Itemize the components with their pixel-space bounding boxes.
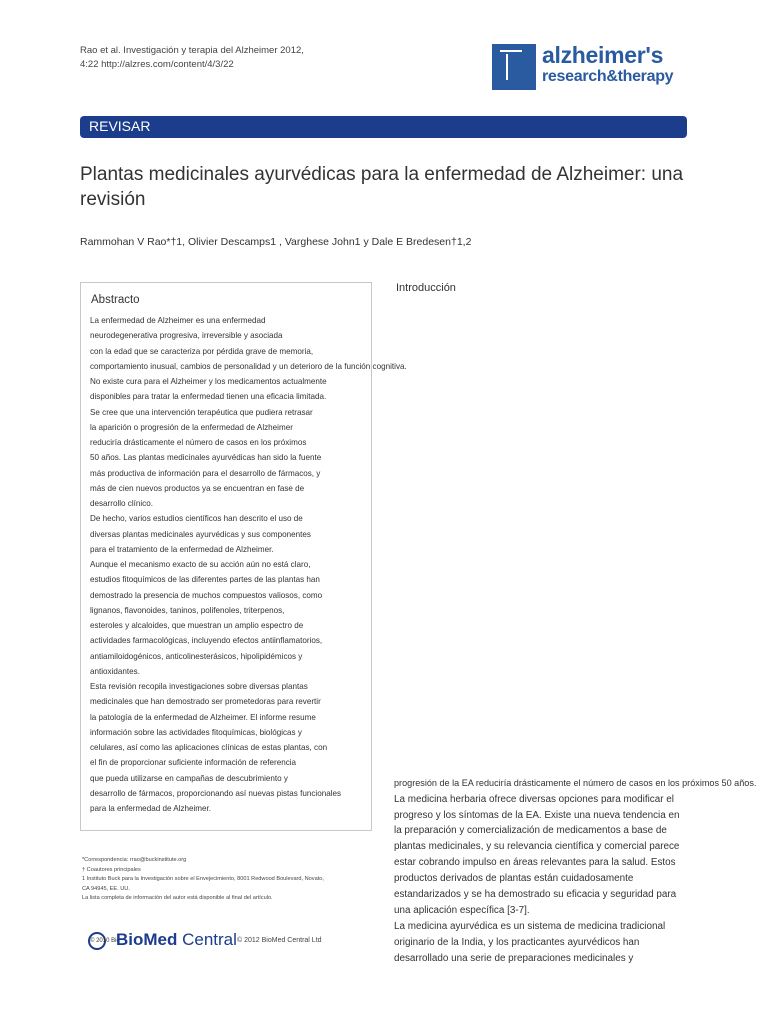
introduction-line — [394, 504, 756, 520]
abstract-line: celulares, así como las aplicaciones clínicas de estas plantas, con — [90, 743, 328, 752]
introduction-line — [394, 728, 756, 744]
biomed-central-logo — [88, 930, 237, 954]
biomed-regular: Central — [177, 930, 237, 949]
introduction-line — [394, 361, 756, 377]
abstract-line: estudios fitoquímicos de las diferentes partes de las plantas han — [90, 575, 320, 585]
abstract-heading: Abstracto — [91, 294, 140, 306]
introduction-line: desarrollado una serie de preparaciones medicinales y — [394, 953, 634, 965]
citation-line: Rao et al. Investigación y terapia del Alzheimer 2012, — [80, 45, 304, 56]
introduction-line: La medicina ayurvédica es un sistema de medicina tradicional — [394, 921, 666, 933]
introduction-line — [394, 680, 756, 696]
introduction-line — [394, 520, 756, 536]
abstract-line: información sobre las actividades fitoquímicas, biológicas y — [90, 727, 302, 737]
introduction-line — [394, 425, 756, 441]
introduction-line — [394, 441, 756, 457]
abstract-line: con la edad que se caracteriza por pérdida grave de memoria, — [90, 346, 314, 356]
introduction-line — [394, 632, 756, 648]
abstract-line: Esta revisión recopila investigaciones sobre diversas plantas — [90, 682, 308, 691]
introduction-line — [394, 616, 756, 632]
introduction-line: originario de la India, y los practicantes ayurvédicos han — [394, 937, 640, 949]
introduction-line — [394, 744, 756, 760]
introduction-line — [394, 568, 756, 584]
journal-logo-icon — [492, 44, 536, 90]
introduction-line — [394, 393, 756, 409]
footnote-line: La lista completa de información del autor está disponible al final del artículo. — [82, 895, 273, 901]
introduction-line: la preparación y comercialización de medicamentos a base de — [394, 825, 667, 837]
abstract-line: No existe cura para el Alzheimer y los medicamentos actualmente — [90, 377, 327, 386]
introduction-line — [394, 313, 756, 329]
abstract-line: neurodegenerativa progresiva, irreversible y asociada — [90, 331, 283, 341]
introduction-line — [394, 457, 756, 473]
abstract-line: 50 años. Las plantas medicinales ayurvédicas han sido la fuente — [90, 453, 322, 463]
introduction-line — [394, 329, 756, 345]
introduction-line — [394, 648, 756, 664]
introduction-text — [394, 297, 756, 967]
abstract-line: diversas plantas medicinales ayurvédicas y sus componentes — [90, 529, 311, 539]
introduction-line — [394, 297, 756, 313]
introduction-line — [394, 600, 756, 616]
abstract-line: De hecho, varios estudios científicos han descrito el uso de — [90, 514, 303, 524]
introduction-line — [394, 536, 756, 552]
abstract-line: para la enfermedad de Alzheimer. — [90, 804, 212, 813]
biomed-bold: BioMed — [116, 930, 178, 949]
abstract-line: que pueda utilizarse en campañas de descubrimiento y — [90, 773, 288, 783]
abstract-line: comportamiento inusual, cambios de personalidad y un deterioro de la función cognitiva. — [90, 361, 407, 371]
abstract-line: desarrollo de fármacos, proporcionando así nuevas pistas funcionales — [90, 788, 342, 798]
abstract-line: reduciría drásticamente el número de casos en los próximos — [90, 438, 307, 447]
introduction-line — [394, 584, 756, 600]
abstract-line: esteroles y alcaloides, que muestran un amplio espectro de — [90, 621, 304, 630]
introduction-line — [394, 760, 756, 776]
abstract-line: actividades farmacológicas, incluyendo efectos antiinflamatorios, — [90, 636, 323, 646]
article-title: Plantas medicinales ayurvédicas para la enfermedad de Alzheimer: una revisión — [80, 164, 684, 210]
introduction-line — [394, 472, 756, 488]
introduction-line: La medicina herbaria ofrece diversas opciones para modificar el — [394, 793, 674, 805]
abstract-line: Aunque el mecanismo exacto de su acción aún no está claro, — [90, 560, 311, 569]
introduction-line — [394, 696, 756, 712]
footnote-line: 1 Instituto Buck para la Investigación sobre el Envejecimiento, 8001 Redwood Boulevard, Novato, — [82, 876, 324, 882]
journal-logo-subtitle: research&therapy — [542, 68, 674, 85]
article-type-label: REVISAR — [89, 118, 151, 134]
introduction-line — [394, 488, 756, 504]
copyright-notice: © 2012 BioMed Central Ltd — [237, 937, 322, 944]
abstract-line: la patología de la enfermedad de Alzheimer. El informe resume — [90, 712, 316, 722]
abstract-line: La enfermedad de Alzheimer es una enfermedad — [90, 316, 266, 325]
abstract-line: medicinales que han demostrado ser prometedoras para revertir — [90, 697, 321, 707]
footnote-line: † Coautores principales — [82, 866, 141, 873]
abstract-line: la aparición o progresión de la enfermedad de Alzheimer — [90, 422, 293, 432]
introduction-line: una aplicación específica [3-7]. — [394, 905, 530, 917]
biomed-wordmark — [116, 930, 237, 950]
abstract-line: lignanos, flavonoides, taninos, polifenoles, triterpenos, — [90, 605, 285, 615]
introduction-line — [394, 409, 756, 425]
abstract-line: más de cien nuevos productos ya se encuentran en fase de — [90, 483, 305, 493]
introduction-line — [394, 345, 756, 361]
footnote-line: *Correspondencia: rrao@buckinstitute.org — [82, 857, 187, 863]
abstract-line: más productiva de información para el desarrollo de fármacos, y — [90, 468, 321, 478]
citation-url[interactable]: 4:22 http://alzres.com/content/4/3/22 — [80, 59, 234, 70]
article-type-bar — [80, 116, 687, 138]
introduction-line — [394, 712, 756, 728]
introduction-line: progresión de la EA reduciría drásticamente el número de casos en los próximos 50 años. — [394, 777, 757, 788]
introduction-line — [394, 377, 756, 393]
introduction-line: estar cobrando impulso en áreas relevantes para la salud. Estos — [394, 857, 676, 869]
article-citation — [80, 44, 304, 72]
biomed-small-text: © 2010 Bio — [90, 938, 120, 944]
author-list: Rammohan V Rao*†1, Olivier Descamps1 , Varghese John1 y Dale E Bredesen†1,2 — [80, 236, 472, 248]
introduction-line: productos derivados de plantas están cuidadosamente — [394, 873, 634, 885]
abstract-line: para el tratamiento de la enfermedad de Alzheimer. — [90, 544, 274, 554]
abstract-line: el fin de proporcionar suficiente información de referencia — [90, 758, 297, 768]
journal-logo — [492, 44, 692, 90]
introduction-line: plantas medicinales, y su relevancia científica y comercial parece — [394, 841, 680, 853]
introduction-line: progreso y los síntomas de la EA. Existe una nueva tendencia en — [394, 809, 680, 821]
introduction-line — [394, 664, 756, 680]
abstract-line: antiamiloidogénicos, anticolinesterásicos, hipolipidémicos y — [90, 651, 303, 661]
abstract-line: antioxidantes. — [90, 666, 140, 676]
introduction-line — [394, 552, 756, 568]
introduction-line: estandarizados y se ha demostrado su eficacia y seguridad para — [394, 889, 677, 901]
abstract-line: desarrollo clínico. — [90, 499, 153, 508]
abstract-line: Se cree que una intervención terapéutica que pudiera retrasar — [90, 407, 313, 417]
abstract-text — [90, 313, 407, 816]
abstract-line: demostrado la presencia de muchos compuestos valiosos, como — [90, 590, 323, 600]
introduction-heading: Introducción — [396, 282, 456, 294]
abstract-line: disponibles para tratar la enfermedad tienen una eficacia limitada. — [90, 392, 327, 402]
footnote-line: CA 94945, EE. UU. — [82, 885, 130, 892]
journal-logo-title: alzheimer's — [542, 42, 664, 68]
footnotes — [82, 856, 324, 904]
